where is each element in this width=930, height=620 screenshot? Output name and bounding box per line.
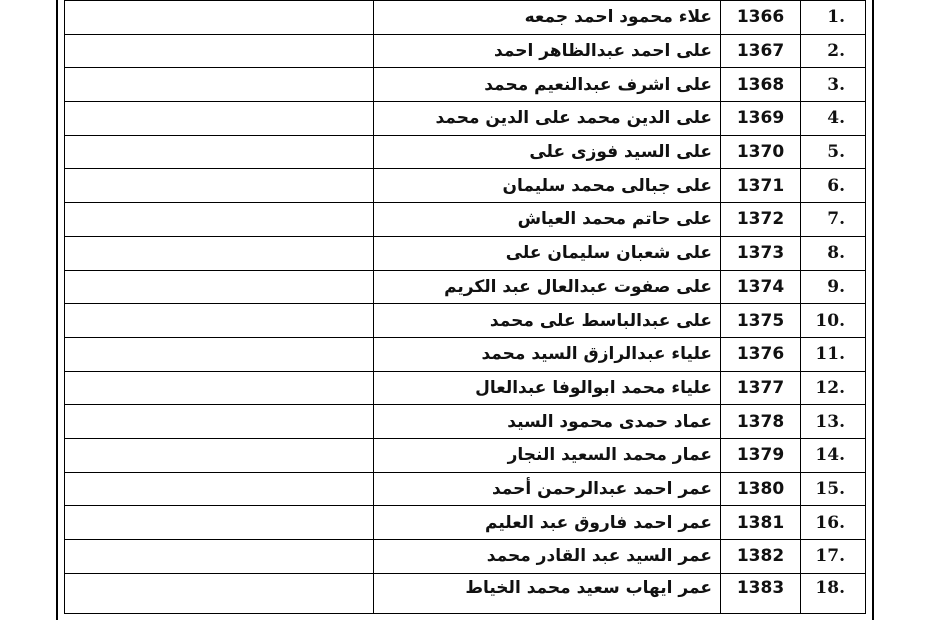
row-index-cell: 4. — [801, 102, 866, 136]
seat-number-cell: 1370 — [721, 135, 801, 169]
table-row — [65, 135, 866, 169]
blank-cell — [65, 506, 374, 540]
row-index-cell: 16. — [801, 506, 866, 540]
row-index-cell: 12. — [801, 371, 866, 405]
student-name-cell: على حاتم محمد العياش — [374, 203, 721, 237]
blank-cell — [65, 573, 374, 613]
student-name-cell: عمر احمد عبدالرحمن أحمد — [374, 472, 721, 506]
table-row — [65, 304, 866, 338]
row-index-cell: 6. — [801, 169, 866, 203]
seat-number-cell: 1382 — [721, 540, 801, 574]
row-index-cell: 11. — [801, 337, 866, 371]
seat-number-cell: 1380 — [721, 472, 801, 506]
blank-cell — [65, 68, 374, 102]
table-row — [65, 472, 866, 506]
student-name-cell: عمار محمد السعيد النجار — [374, 438, 721, 472]
blank-cell — [65, 304, 374, 338]
row-index-cell: 15. — [801, 472, 866, 506]
seat-number-cell: 1368 — [721, 68, 801, 102]
table-row — [65, 203, 866, 237]
seat-number-cell: 1377 — [721, 371, 801, 405]
student-roster-table — [64, 0, 866, 614]
table-row — [65, 102, 866, 136]
seat-number-cell: 1378 — [721, 405, 801, 439]
blank-cell — [65, 102, 374, 136]
seat-number-cell: 1371 — [721, 169, 801, 203]
student-name-cell: على اشرف عبدالنعيم محمد — [374, 68, 721, 102]
row-index-cell: 17. — [801, 540, 866, 574]
blank-cell — [65, 337, 374, 371]
row-index-cell: 14. — [801, 438, 866, 472]
row-index-cell: 3. — [801, 68, 866, 102]
blank-cell — [65, 135, 374, 169]
student-name-cell: علياء عبدالرازق السيد محمد — [374, 337, 721, 371]
student-name-cell: علاء محمود احمد جمعه — [374, 1, 721, 35]
student-name-cell: عمر ايهاب سعيد محمد الخياط — [374, 573, 721, 613]
seat-number-cell: 1374 — [721, 270, 801, 304]
student-name-cell: عمر السيد عبد القادر محمد — [374, 540, 721, 574]
seat-number-cell: 1366 — [721, 1, 801, 35]
table-row — [65, 438, 866, 472]
seat-number-cell: 1372 — [721, 203, 801, 237]
blank-cell — [65, 405, 374, 439]
table-row — [65, 34, 866, 68]
blank-cell — [65, 438, 374, 472]
student-name-cell: على السيد فوزى على — [374, 135, 721, 169]
seat-number-cell: 1381 — [721, 506, 801, 540]
seat-number-cell: 1376 — [721, 337, 801, 371]
student-name-cell: عمر احمد فاروق عبد العليم — [374, 506, 721, 540]
row-index-cell: 10. — [801, 304, 866, 338]
student-name-cell: على عبدالباسط على محمد — [374, 304, 721, 338]
table-row — [65, 371, 866, 405]
table-row — [65, 270, 866, 304]
student-name-cell: على صفوت عبدالعال عبد الكريم — [374, 270, 721, 304]
row-index-cell: 9. — [801, 270, 866, 304]
seat-number-cell: 1373 — [721, 236, 801, 270]
blank-cell — [65, 270, 374, 304]
seat-number-cell: 1375 — [721, 304, 801, 338]
table-row — [65, 540, 866, 574]
student-name-cell: علياء محمد ابوالوفا عبدالعال — [374, 371, 721, 405]
row-index-cell: 13. — [801, 405, 866, 439]
seat-number-cell: 1379 — [721, 438, 801, 472]
roster-body — [65, 1, 866, 614]
blank-cell — [65, 203, 374, 237]
blank-cell — [65, 1, 374, 35]
table-row — [65, 573, 866, 613]
student-name-cell: على الدين محمد على الدين محمد — [374, 102, 721, 136]
blank-cell — [65, 236, 374, 270]
table-row — [65, 405, 866, 439]
row-index-cell: 1. — [801, 1, 866, 35]
table-row — [65, 169, 866, 203]
table-row — [65, 337, 866, 371]
seat-number-cell: 1383 — [721, 573, 801, 613]
row-index-cell: 5. — [801, 135, 866, 169]
table-row — [65, 1, 866, 35]
table-row — [65, 68, 866, 102]
row-index-cell: 7. — [801, 203, 866, 237]
blank-cell — [65, 169, 374, 203]
blank-cell — [65, 472, 374, 506]
seat-number-cell: 1369 — [721, 102, 801, 136]
row-index-cell: 18. — [801, 573, 866, 613]
student-name-cell: عماد حمدى محمود السيد — [374, 405, 721, 439]
blank-cell — [65, 34, 374, 68]
table-row — [65, 506, 866, 540]
blank-cell — [65, 540, 374, 574]
seat-number-cell: 1367 — [721, 34, 801, 68]
table-row — [65, 236, 866, 270]
row-index-cell: 8. — [801, 236, 866, 270]
student-name-cell: على احمد عبدالظاهر احمد — [374, 34, 721, 68]
blank-cell — [65, 371, 374, 405]
student-name-cell: على جبالى محمد سليمان — [374, 169, 721, 203]
student-name-cell: على شعبان سليمان على — [374, 236, 721, 270]
row-index-cell: 2. — [801, 34, 866, 68]
